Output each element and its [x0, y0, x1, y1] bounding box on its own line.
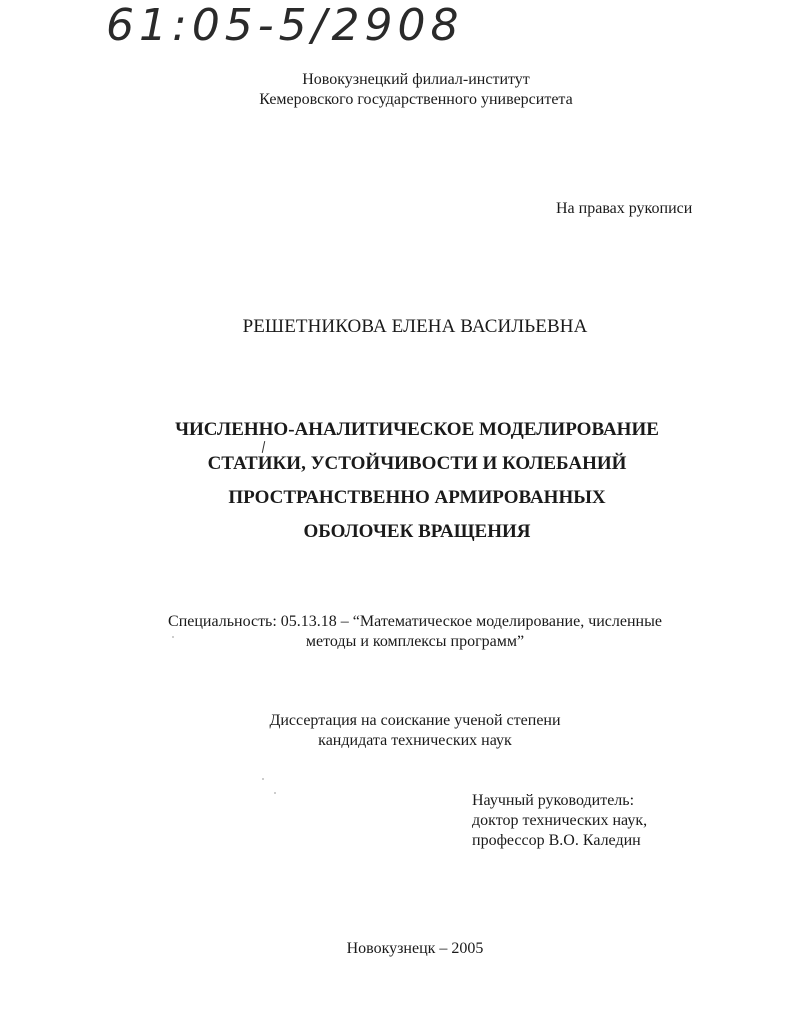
manuscript-rights-note: На правах рукописи — [556, 200, 693, 217]
title-line-1: ЧИСЛЕННО-АНАЛИТИЧЕСКОЕ МОДЕЛИРОВАНИЕ — [175, 419, 659, 440]
handwritten-archive-code — [104, 0, 474, 52]
institution-header — [200, 70, 632, 110]
supervisor-line-1: Научный руководитель: — [472, 792, 635, 809]
institution-line-2: Кемеровского государственного университета — [259, 91, 573, 108]
scan-speck — [274, 792, 276, 794]
dissertation-title — [120, 413, 714, 549]
supervisor-line-3: профессор В.О. Каледин — [472, 832, 641, 849]
scan-speck — [172, 636, 174, 638]
city-and-year: Новокузнецк – 2005 — [346, 940, 484, 957]
scientific-supervisor — [472, 791, 732, 851]
specialty-line-1: Специальность: 05.13.18 – “Математическое моделирование, численные — [168, 613, 662, 630]
title-line-3: ПРОСТРАНСТВЕННО АРМИРОВАННЫХ — [228, 487, 606, 508]
institution-line-1: Новокузнецкий филиал-институт — [302, 71, 530, 88]
scan-speck — [262, 778, 264, 780]
degree-line-2: кандидата технических наук — [318, 732, 512, 749]
supervisor-line-2: доктор технических наук, — [472, 812, 648, 829]
degree-info — [230, 711, 600, 751]
specialty-line-2: методы и комплексы программ” — [305, 633, 525, 650]
title-line-4: ОБОЛОЧЕК ВРАЩЕНИЯ — [303, 521, 531, 542]
author-name: РЕШЕТНИКОВА ЕЛЕНА ВАСИЛЬЕВНА — [242, 316, 588, 337]
specialty-info — [130, 612, 700, 652]
title-line-2: СТАТИКИ, УСТОЙЧИВОСТИ И КОЛЕБАНИЙ — [207, 453, 627, 474]
degree-line-1: Диссертация на соискание ученой степени — [269, 712, 561, 729]
handwritten-code-text: 61:05-5/2908 — [106, 0, 464, 51]
